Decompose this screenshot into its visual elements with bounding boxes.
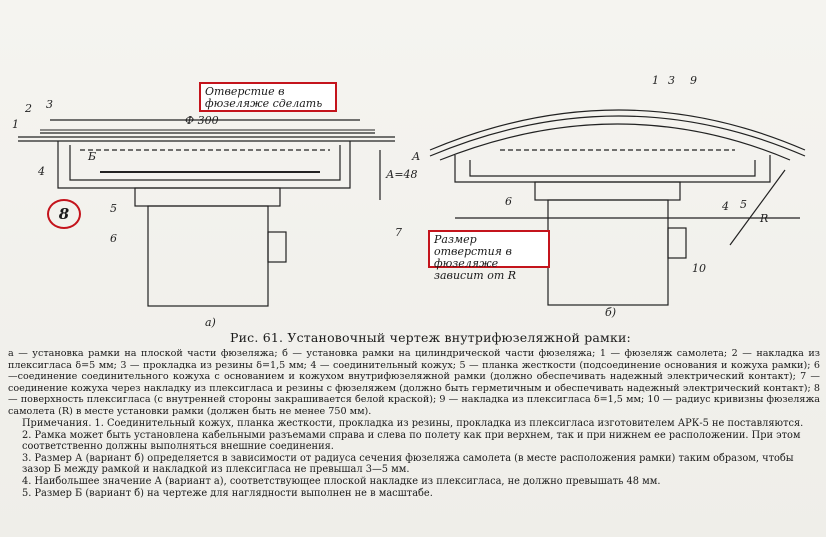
callout-7: 7 bbox=[395, 226, 402, 239]
variant-b-label: б) bbox=[605, 306, 617, 319]
base-plate-a bbox=[135, 188, 280, 206]
callout-r1: 1 bbox=[652, 74, 659, 87]
note-1: Примечания. 1. Соединительный кожух, планка жесткости, прокладка из резины, прокладка из плексигласа изготовителем АРК-5 не поставляются. bbox=[22, 418, 804, 429]
variant-a-label: а) bbox=[205, 316, 216, 329]
cover-a bbox=[58, 141, 350, 188]
callout-r3: 3 bbox=[668, 74, 675, 87]
callout-8-circled: 8 bbox=[47, 199, 81, 229]
callout-2: 2 bbox=[25, 102, 32, 115]
callout-1: 1 bbox=[12, 118, 19, 131]
frame-body-b bbox=[548, 200, 668, 305]
callout-3: 3 bbox=[46, 98, 53, 111]
note-5: 5. Размер Б (вариант б) на чертеже для наглядности выполнен не в масштабе. bbox=[22, 487, 433, 499]
callout-r9: 9 bbox=[690, 74, 697, 87]
dim-a48-label: А=48 bbox=[386, 168, 418, 181]
annotation-hole-note: Отверстие в фюзеляже сделать bbox=[199, 82, 337, 112]
callout-r10: 10 bbox=[692, 262, 706, 275]
annotation-hole-size-note: Размер отверстия в фюзеляже зависит от R bbox=[428, 230, 550, 268]
cover-b bbox=[455, 155, 770, 182]
figure-legend bbox=[8, 348, 820, 418]
dim-r-label: R bbox=[760, 212, 769, 225]
dim-b-label-a: Б bbox=[88, 150, 97, 163]
note-3: 3. Размер А (вариант б) определяется в зависимости от радиуса сечения фюзеляжа самолета (в месте расположения рамки) таким образом, чтобы зазор Б между рамкой и накладкой из плексигласа не превышал 3—5 мм. bbox=[22, 452, 794, 476]
legend-text: а — установка рамки на плоской части фюзеляжа; б — установка рамки на цилиндрической части фюзеляжа; 1 — фюзеляж самолета; 2 — накладка из плексигласа δ=5 мм; 3 — прокладка из резины δ=1,5 мм; 4 — соединительный кожух; 5 — планка жесткости (подсоединение основания и кожуха рамки); 6—соединение соединительного кожуха с основанием и кожухом внутрифюзеляжной рамки (должно обеспечивать надежный электрический контакт); 7 — соединение кожуха через накладку из плексигласа и резины с фюзеляжем (должно быть герметичным и обеспечивать надежный электрический контакт); 8 — поверхность плексигласа (с внутренней стороны закрашивается белой краской); 9 — накладка из плексигласа δ=1,5 мм; 10 — радиус кривизны фюзеляжа самолета (R) в месте установки рамки (должен быть не менее 750 мм). bbox=[8, 348, 820, 417]
frame-body-a bbox=[148, 206, 268, 306]
diameter-label: Ф 300 bbox=[185, 114, 219, 127]
base-plate-b bbox=[535, 182, 680, 200]
callout-5: 5 bbox=[110, 202, 117, 215]
dim-a-label: А bbox=[412, 150, 421, 163]
note-2: 2. Рамка может быть установлена кабельными разъемами справа и слева по полету как при верхнем, так и при нижнем ее расположении. При этом соответственно должны выполняться внешние соединения. bbox=[22, 429, 801, 453]
callout-r6: 6 bbox=[505, 195, 512, 208]
callout-6: 6 bbox=[110, 232, 117, 245]
callout-4: 4 bbox=[38, 165, 45, 178]
callout-r5: 5 bbox=[740, 198, 747, 211]
figure-caption: Рис. 61. Установочный чертеж внутрифюзеляжной рамки: bbox=[230, 330, 631, 345]
callout-r4: 4 bbox=[722, 200, 729, 213]
notes-section bbox=[8, 418, 820, 499]
note-4: 4. Наибольшее значение А (вариант а), соответствующее плоской накладке из плексигласа, не должно превышать 48 мм. bbox=[22, 475, 661, 487]
